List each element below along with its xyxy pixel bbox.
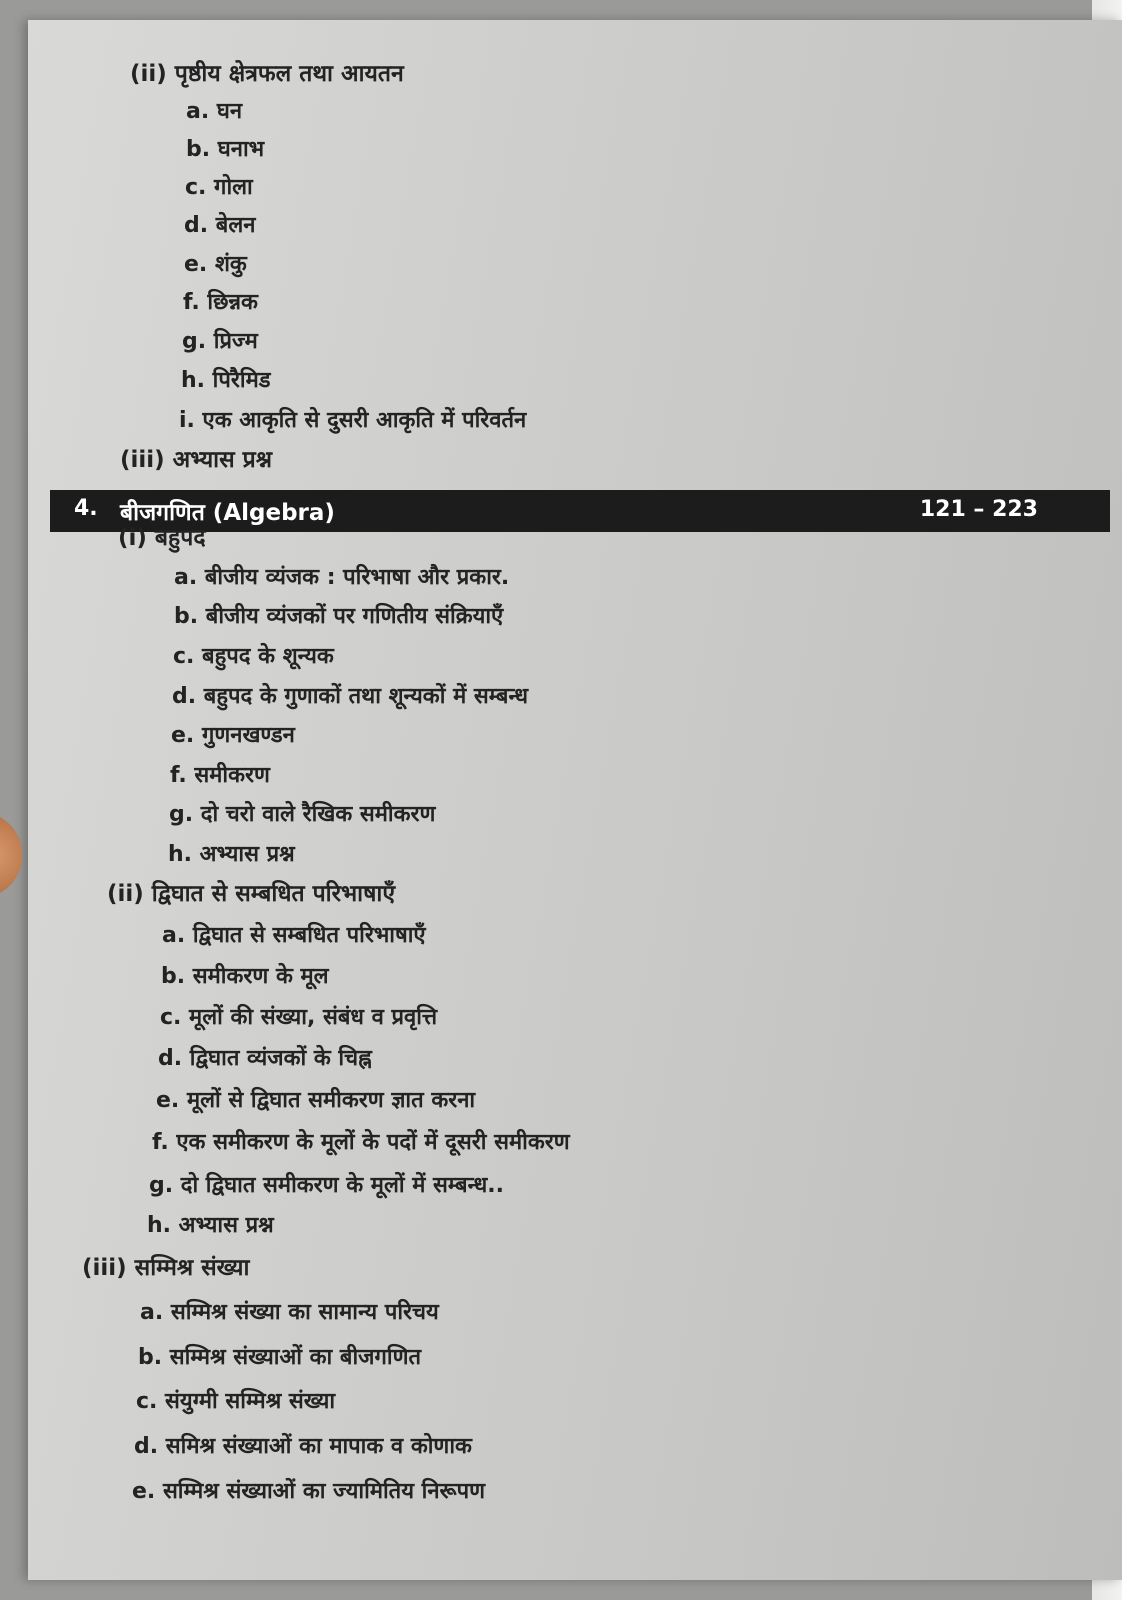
- list-item: e. गुणनखण्डन: [171, 723, 295, 748]
- list-item: e. शंकु: [184, 252, 247, 277]
- list-item: g. दो चरो वाले रैखिक समीकरण: [169, 802, 436, 827]
- list-item: d. समिश्र संख्याओं का मापाक व कोणाक: [134, 1434, 472, 1459]
- list-item: a. बीजीय व्यंजक : परिभाषा और प्रकार.: [174, 565, 510, 590]
- list-item: e. सम्मिश्र संख्याओं का ज्यामितिय निरूपण: [132, 1479, 486, 1504]
- list-item: c. मूलों की संख्या, संबंध व प्रवृत्ति: [160, 1005, 438, 1030]
- section-heading-exercise: (iii) अभ्यास प्रश्न: [120, 447, 273, 473]
- chapter-title: बीजगणित (Algebra): [120, 500, 335, 526]
- chapter-page-range: 121 – 223: [919, 497, 1038, 522]
- section-heading-polynomial: (i) बहुपद: [118, 525, 206, 551]
- section-heading-quadratic: (ii) द्विघात से सम्बधित परिभाषाएँ: [107, 881, 396, 907]
- list-item: g. प्रिज्म: [182, 329, 258, 354]
- list-item: e. मूलों से द्विघात समीकरण ज्ञात करना: [156, 1088, 476, 1113]
- section-heading-surface-area: (ii) पृष्ठीय क्षेत्रफल तथा आयतन: [130, 61, 404, 87]
- list-item: a. सम्मिश्र संख्या का सामान्य परिचय: [140, 1300, 439, 1325]
- list-item: d. द्विघात व्यंजकों के चिह्न: [158, 1046, 372, 1071]
- list-item: b. समीकरण के मूल: [161, 964, 329, 989]
- thumb: [0, 812, 22, 898]
- section-heading-complex-numbers: (iii) सम्मिश्र संख्या: [82, 1255, 250, 1281]
- chapter-number: 4.: [74, 496, 98, 521]
- list-item: a. द्विघात से सम्बधित परिभाषाएँ: [162, 923, 426, 948]
- list-item: a. घन: [186, 99, 243, 124]
- list-item: d. बेलन: [184, 213, 256, 238]
- list-item: h. अभ्यास प्रश्न: [168, 842, 295, 867]
- list-item: h. पिरैमिड: [181, 368, 271, 393]
- list-item: h. अभ्यास प्रश्न: [147, 1213, 274, 1238]
- list-item: f. छिन्नक: [183, 290, 258, 315]
- list-item: g. दो द्विघात समीकरण के मूलों में सम्बन्ध..: [149, 1173, 504, 1198]
- list-item: f. एक समीकरण के मूलों के पदों में दूसरी समीकरण: [152, 1130, 570, 1155]
- list-item: d. बहुपद के गुणाकों तथा शून्यकों में सम्बन्ध: [172, 684, 529, 709]
- list-item: b. सम्मिश्र संख्याओं का बीजगणित: [138, 1345, 422, 1370]
- list-item: c. गोला: [185, 175, 253, 200]
- list-item: f. समीकरण: [170, 763, 270, 788]
- list-item: b. बीजीय व्यंजकों पर गणितीय संक्रियाएँ: [174, 604, 504, 629]
- chapter-header-bar: [50, 490, 1110, 532]
- list-item: c. संयुग्मी सम्मिश्र संख्या: [136, 1389, 336, 1414]
- list-item: i. एक आकृति से दुसरी आकृति में परिवर्तन: [179, 408, 527, 433]
- list-item: b. घनाभ: [186, 137, 265, 162]
- list-item: c. बहुपद के शून्यक: [173, 644, 334, 669]
